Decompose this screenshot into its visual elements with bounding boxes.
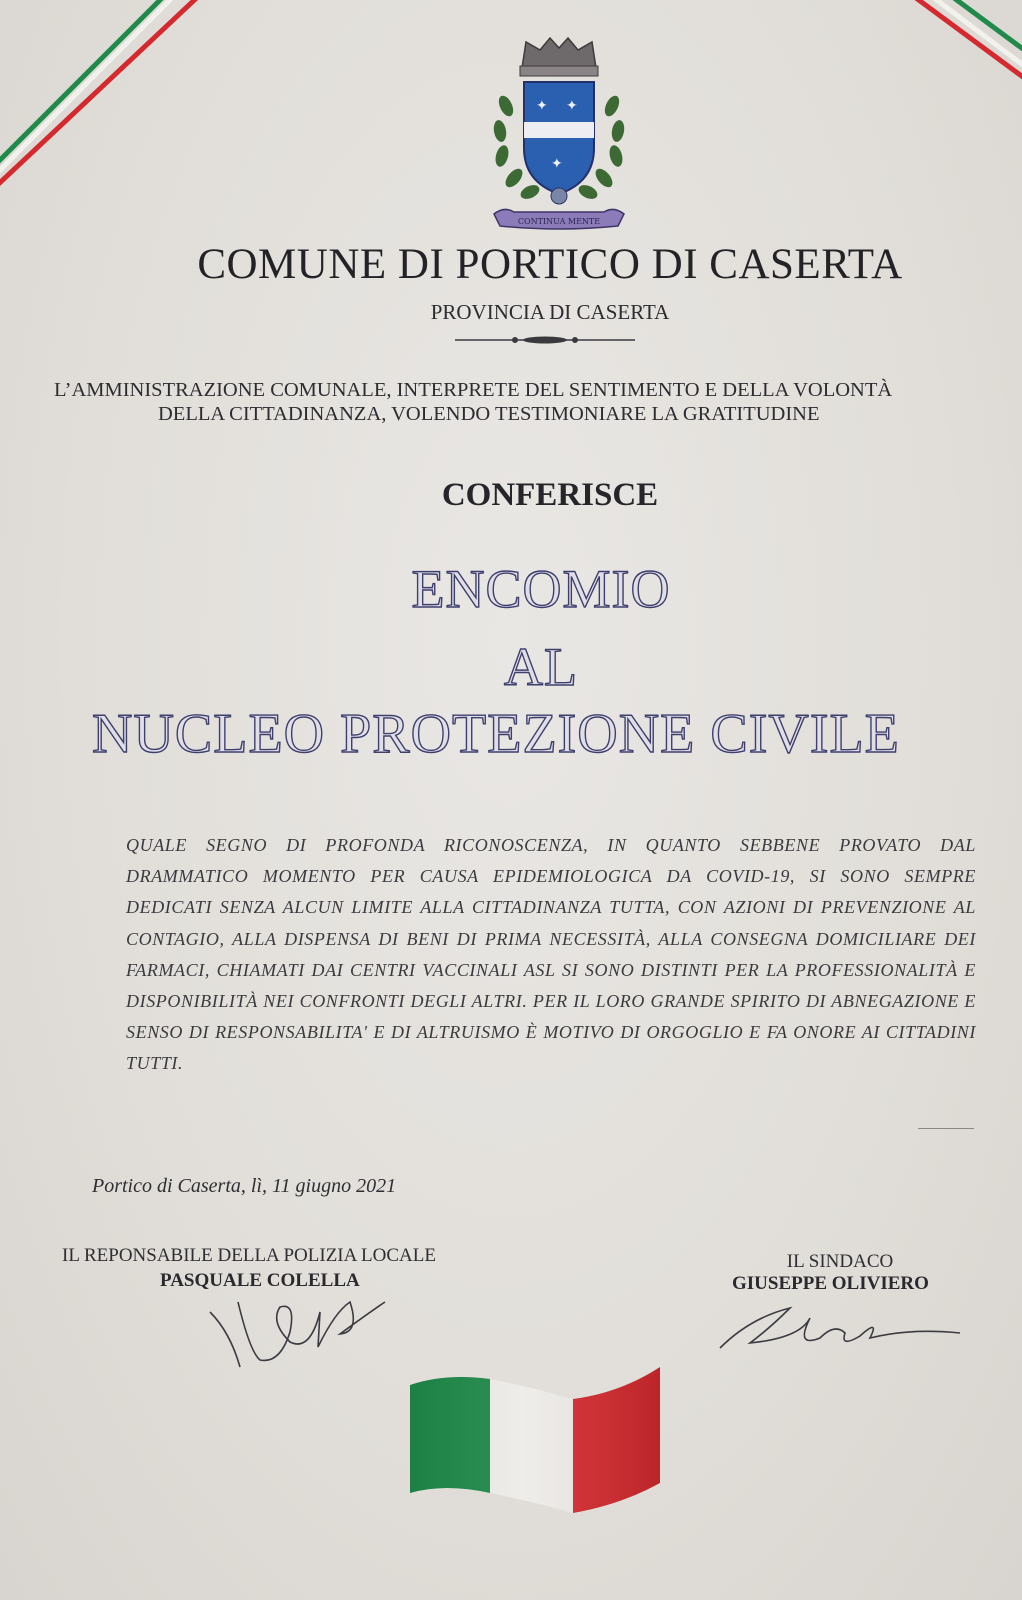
intro-paragraph [54,378,1022,426]
svg-text:✦: ✦ [566,98,578,114]
award-line-recipient: NUCLEO PROTEZIONE CIVILE [92,703,900,765]
tricolor-corner-left [0,0,230,200]
municipality-title: COMUNE DI PORTICO DI CASERTA [197,241,903,288]
right-signatory-name: GIUSEPPE OLIVIERO [732,1273,929,1294]
award-line-al: AL [504,637,578,697]
conferral-heading: CONFERISCE [441,477,659,513]
award-line-encomio: ENCOMIO [411,559,671,619]
italian-flag-icon [405,1365,665,1515]
svg-text:✦: ✦ [536,98,548,114]
signature-left [200,1272,390,1372]
left-signatory-role: IL REPONSABILE DELLA POLIZIA LOCALE [62,1245,436,1266]
short-rule [918,1128,974,1129]
right-signatory-role: IL SINDACO [786,1251,894,1272]
left-signatory-name: PASQUALE COLELLA [160,1270,360,1291]
motivation-paragraph: QUALE SEGNO DI PROFONDA RICONOSCENZA, IN QUANTO SEBBENE PROVATO DAL DRAMMATICO MOMENTO PER CAUSA EPIDEMIOLOGICA DA COVID-19, SI SONO SEMPRE DEDICATI SENZA ALCUN LIMITE ALLA CITTADINANZA TUTTA, CON AZIONI DI PREVENZIONE AL CONTAGIO, ALLA DISPENSA DI BENI DI PRIMA NECESSITÀ, ALLA CONSEGNA DOMICILIARE DEI FARMACI, CHIAMATI DAI CENTRI VACCINALI ASL SI SONO DISTINTI PER LA PROFESSIONALITÀ E DISPONIBILITÀ NEI CONFRONTI DEGLI ALTRI. PER IL LORO GRANDE SPIRITO DI ABNEGAZIONE E SENSO DI RESPONSABILITA' E DI ALTRUISMO È MOTIVO DI ORGOGLIO E FA ONORE AI CITTADINI TUTTI. [126,835,976,1074]
signature-right [710,1288,970,1368]
tricolor-corner-right [912,0,1022,90]
svg-text:CONTINUA MENTE: CONTINUA MENTE [517,217,601,226]
svg-text:✦: ✦ [551,156,563,172]
intro-line-1: L’AMMINISTRAZIONE COMUNALE, INTERPRETE DEL SENTIMENTO E DELLA VOLONTÀ [54,379,893,401]
date-line: Portico di Caserta, lì, 11 giugno 2021 [92,1175,397,1197]
intro-line-2: DELLA CITTADINANZA, VOLENDO TESTIMONIARE LA GRATITUDINE [158,403,820,425]
divider-ornament [455,334,635,346]
municipal-crest-icon [484,36,634,236]
province-subtitle: PROVINCIA DI CASERTA [430,300,670,324]
